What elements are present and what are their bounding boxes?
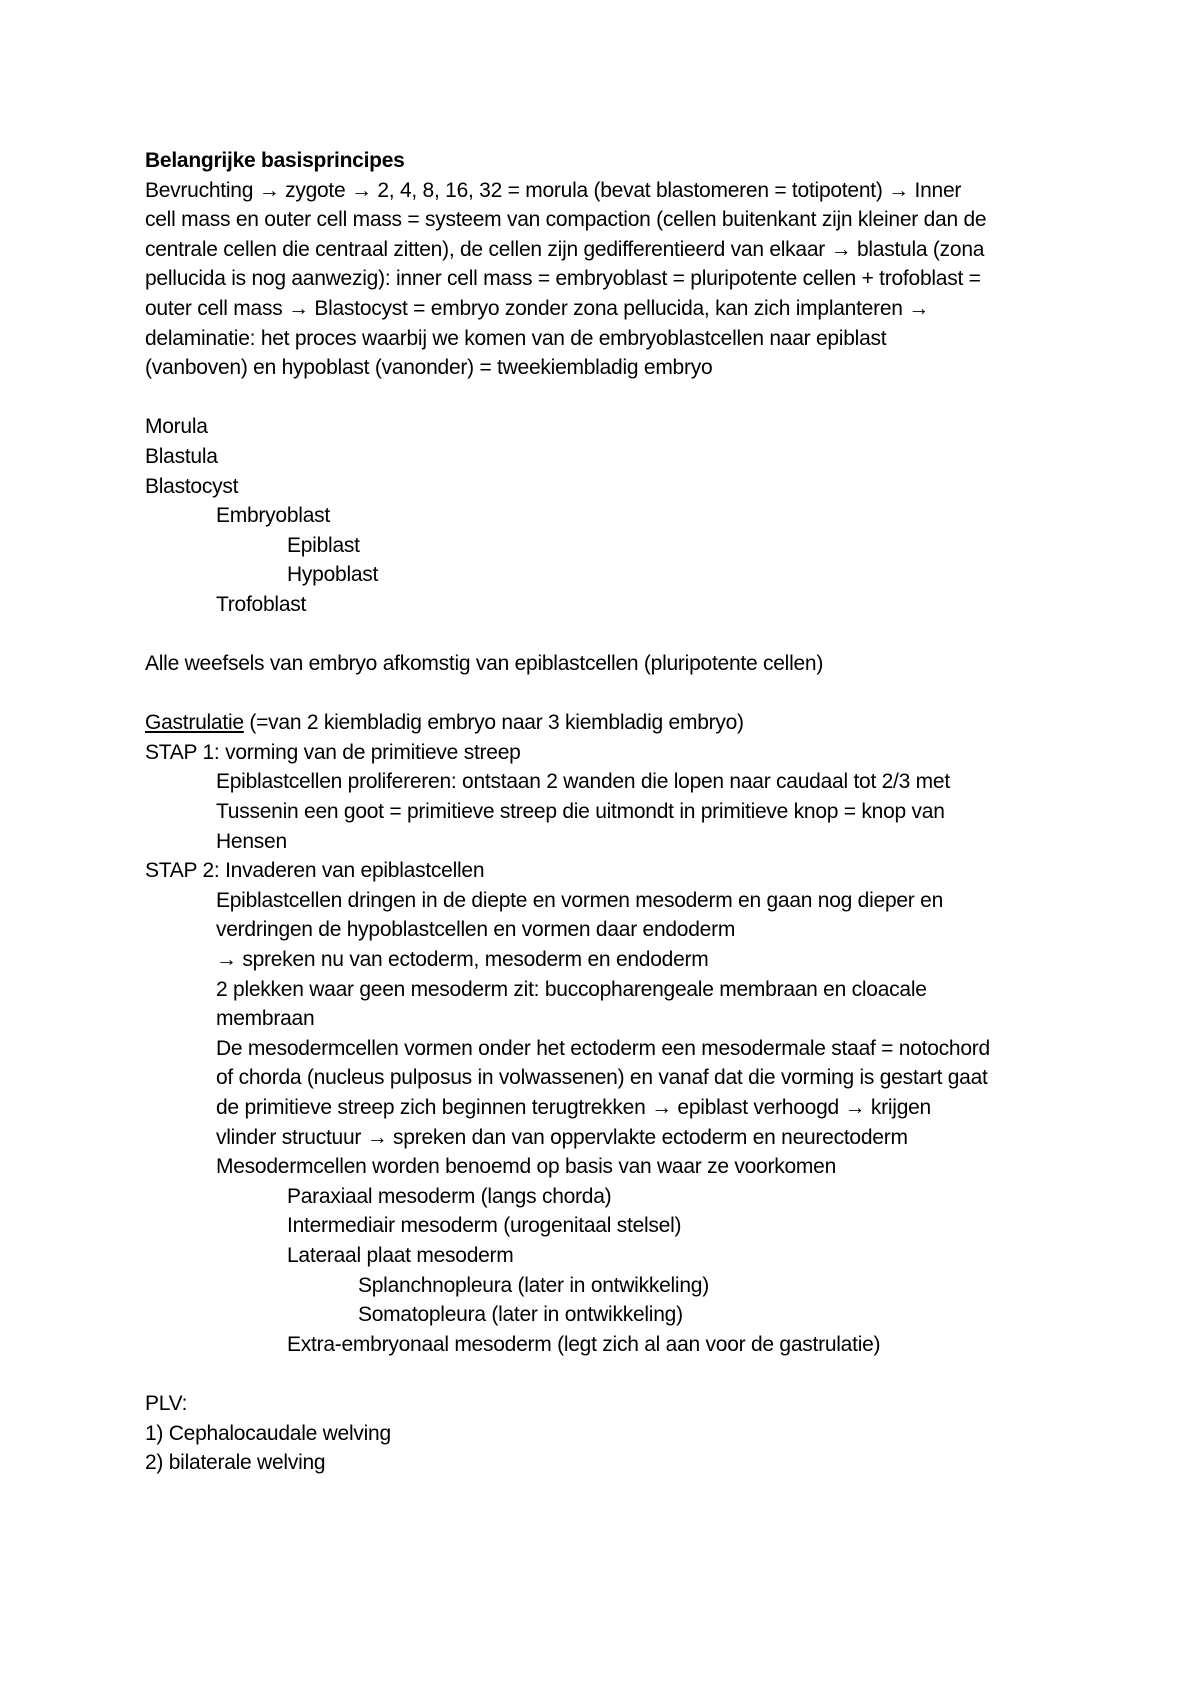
stap1-line: Hensen	[216, 829, 287, 853]
spacer	[145, 1359, 1075, 1389]
stap2-line: de primitieve streep zich beginnen terugtrekken → epiblast verhoogd → krijgen	[216, 1096, 931, 1119]
stap1-heading: STAP 1: vorming van de primitieve streep	[145, 740, 521, 764]
stap2-line: membraan	[216, 1007, 315, 1031]
mesoderm-extra-embryonaal: Extra-embryonaal mesoderm (legt zich al aan voor de gastrulatie)	[287, 1332, 881, 1356]
intro-line: Bevruchting → zygote → 2, 4, 8, 16, 32 = morula (bevat blastomeren = totipotent) → Inner	[145, 178, 962, 202]
stage-morula: Morula	[145, 415, 208, 439]
mesoderm-somatopleura: Somatopleura (later in ontwikkeling)	[358, 1303, 683, 1327]
alle-weefsels-line: Alle weefsels van embryo afkomstig van epiblastcellen (pluripotente cellen)	[145, 652, 824, 676]
stap2-line: Epiblastcellen dringen in de diepte en vormen mesoderm en gaan nog dieper en	[216, 888, 943, 912]
intro-line: (vanboven) en hypoblast (vanonder) = tweekiembladig embryo	[145, 356, 713, 380]
stage-blastula: Blastula	[145, 444, 218, 468]
stage-hypoblast: Hypoblast	[287, 563, 379, 587]
plv-heading: PLV:	[145, 1391, 188, 1415]
spacer	[145, 679, 1075, 709]
document-body	[145, 146, 1075, 1478]
intro-line: delaminatie: het proces waarbij we komen van de embryoblastcellen naar epiblast	[145, 326, 887, 350]
mesoderm-lateraal: Lateraal plaat mesoderm	[287, 1243, 514, 1267]
gastrulatie-heading	[145, 708, 1075, 738]
mesoderm-intermediair: Intermediair mesoderm (urogenitaal stelsel)	[287, 1214, 682, 1238]
spacer	[145, 383, 1075, 413]
stap2-line: verdringen de hypoblastcellen en vormen daar endoderm	[216, 918, 736, 942]
spacer	[145, 620, 1075, 650]
stap2-line: → spreken nu van ectoderm, mesoderm en endoderm	[216, 948, 709, 972]
section-heading: Belangrijke basisprincipes	[145, 149, 405, 172]
gastrulatie-title: Gastrulatie	[145, 711, 244, 735]
stap1-line: Tussenin een goot = primitieve streep die uitmondt in primitieve knop = knop van	[216, 800, 945, 824]
stap1-line: Epiblastcellen prolifereren: ontstaan 2 wanden die lopen naar caudaal tot 2/3 met	[216, 770, 950, 794]
intro-line: outer cell mass → Blastocyst = embryo zonder zona pellucida, kan zich implanteren →	[145, 296, 930, 320]
intro-line: pellucida is nog aanwezig): inner cell mass = embryoblast = pluripotente cellen + trofoblast =	[145, 267, 981, 291]
mesoderm-splanchnopleura: Splanchnopleura (later in ontwikkeling)	[358, 1273, 709, 1297]
stap2-line: Mesodermcellen worden benoemd op basis van waar ze voorkomen	[216, 1155, 837, 1179]
stap2-line: of chorda (nucleus pulposus in volwassenen) en vanaf dat die vorming is gestart gaat	[216, 1066, 988, 1090]
intro-line: cell mass en outer cell mass = systeem van compaction (cellen buitenkant zijn kleiner dan de	[145, 208, 987, 232]
stage-blastocyst: Blastocyst	[145, 474, 239, 498]
intro-line: centrale cellen die centraal zitten), de cellen zijn gedifferentieerd van elkaar → blastula (zona	[145, 237, 985, 261]
stage-trofoblast: Trofoblast	[216, 592, 307, 616]
stap2-line: De mesodermcellen vormen onder het ectoderm een mesodermale staaf = notochord	[216, 1036, 990, 1060]
stap2-line: vlinder structuur → spreken dan van oppervlakte ectoderm en neurectoderm	[216, 1125, 908, 1149]
stap2-line: 2 plekken waar geen mesoderm zit: buccopharengeale membraan en cloacale	[216, 977, 927, 1001]
plv-item: 2) bilaterale welving	[145, 1451, 326, 1475]
mesoderm-paraxiaal: Paraxiaal mesoderm (langs chorda)	[287, 1184, 612, 1208]
stage-embryoblast: Embryoblast	[216, 504, 330, 528]
gastrulatie-subtitle: (=van 2 kiembladig embryo naar 3 kiembladig embryo)	[243, 711, 744, 735]
stage-epiblast: Epiblast	[287, 533, 360, 557]
stap2-heading: STAP 2: Invaderen van epiblastcellen	[145, 859, 485, 883]
plv-item: 1) Cephalocaudale welving	[145, 1421, 391, 1445]
